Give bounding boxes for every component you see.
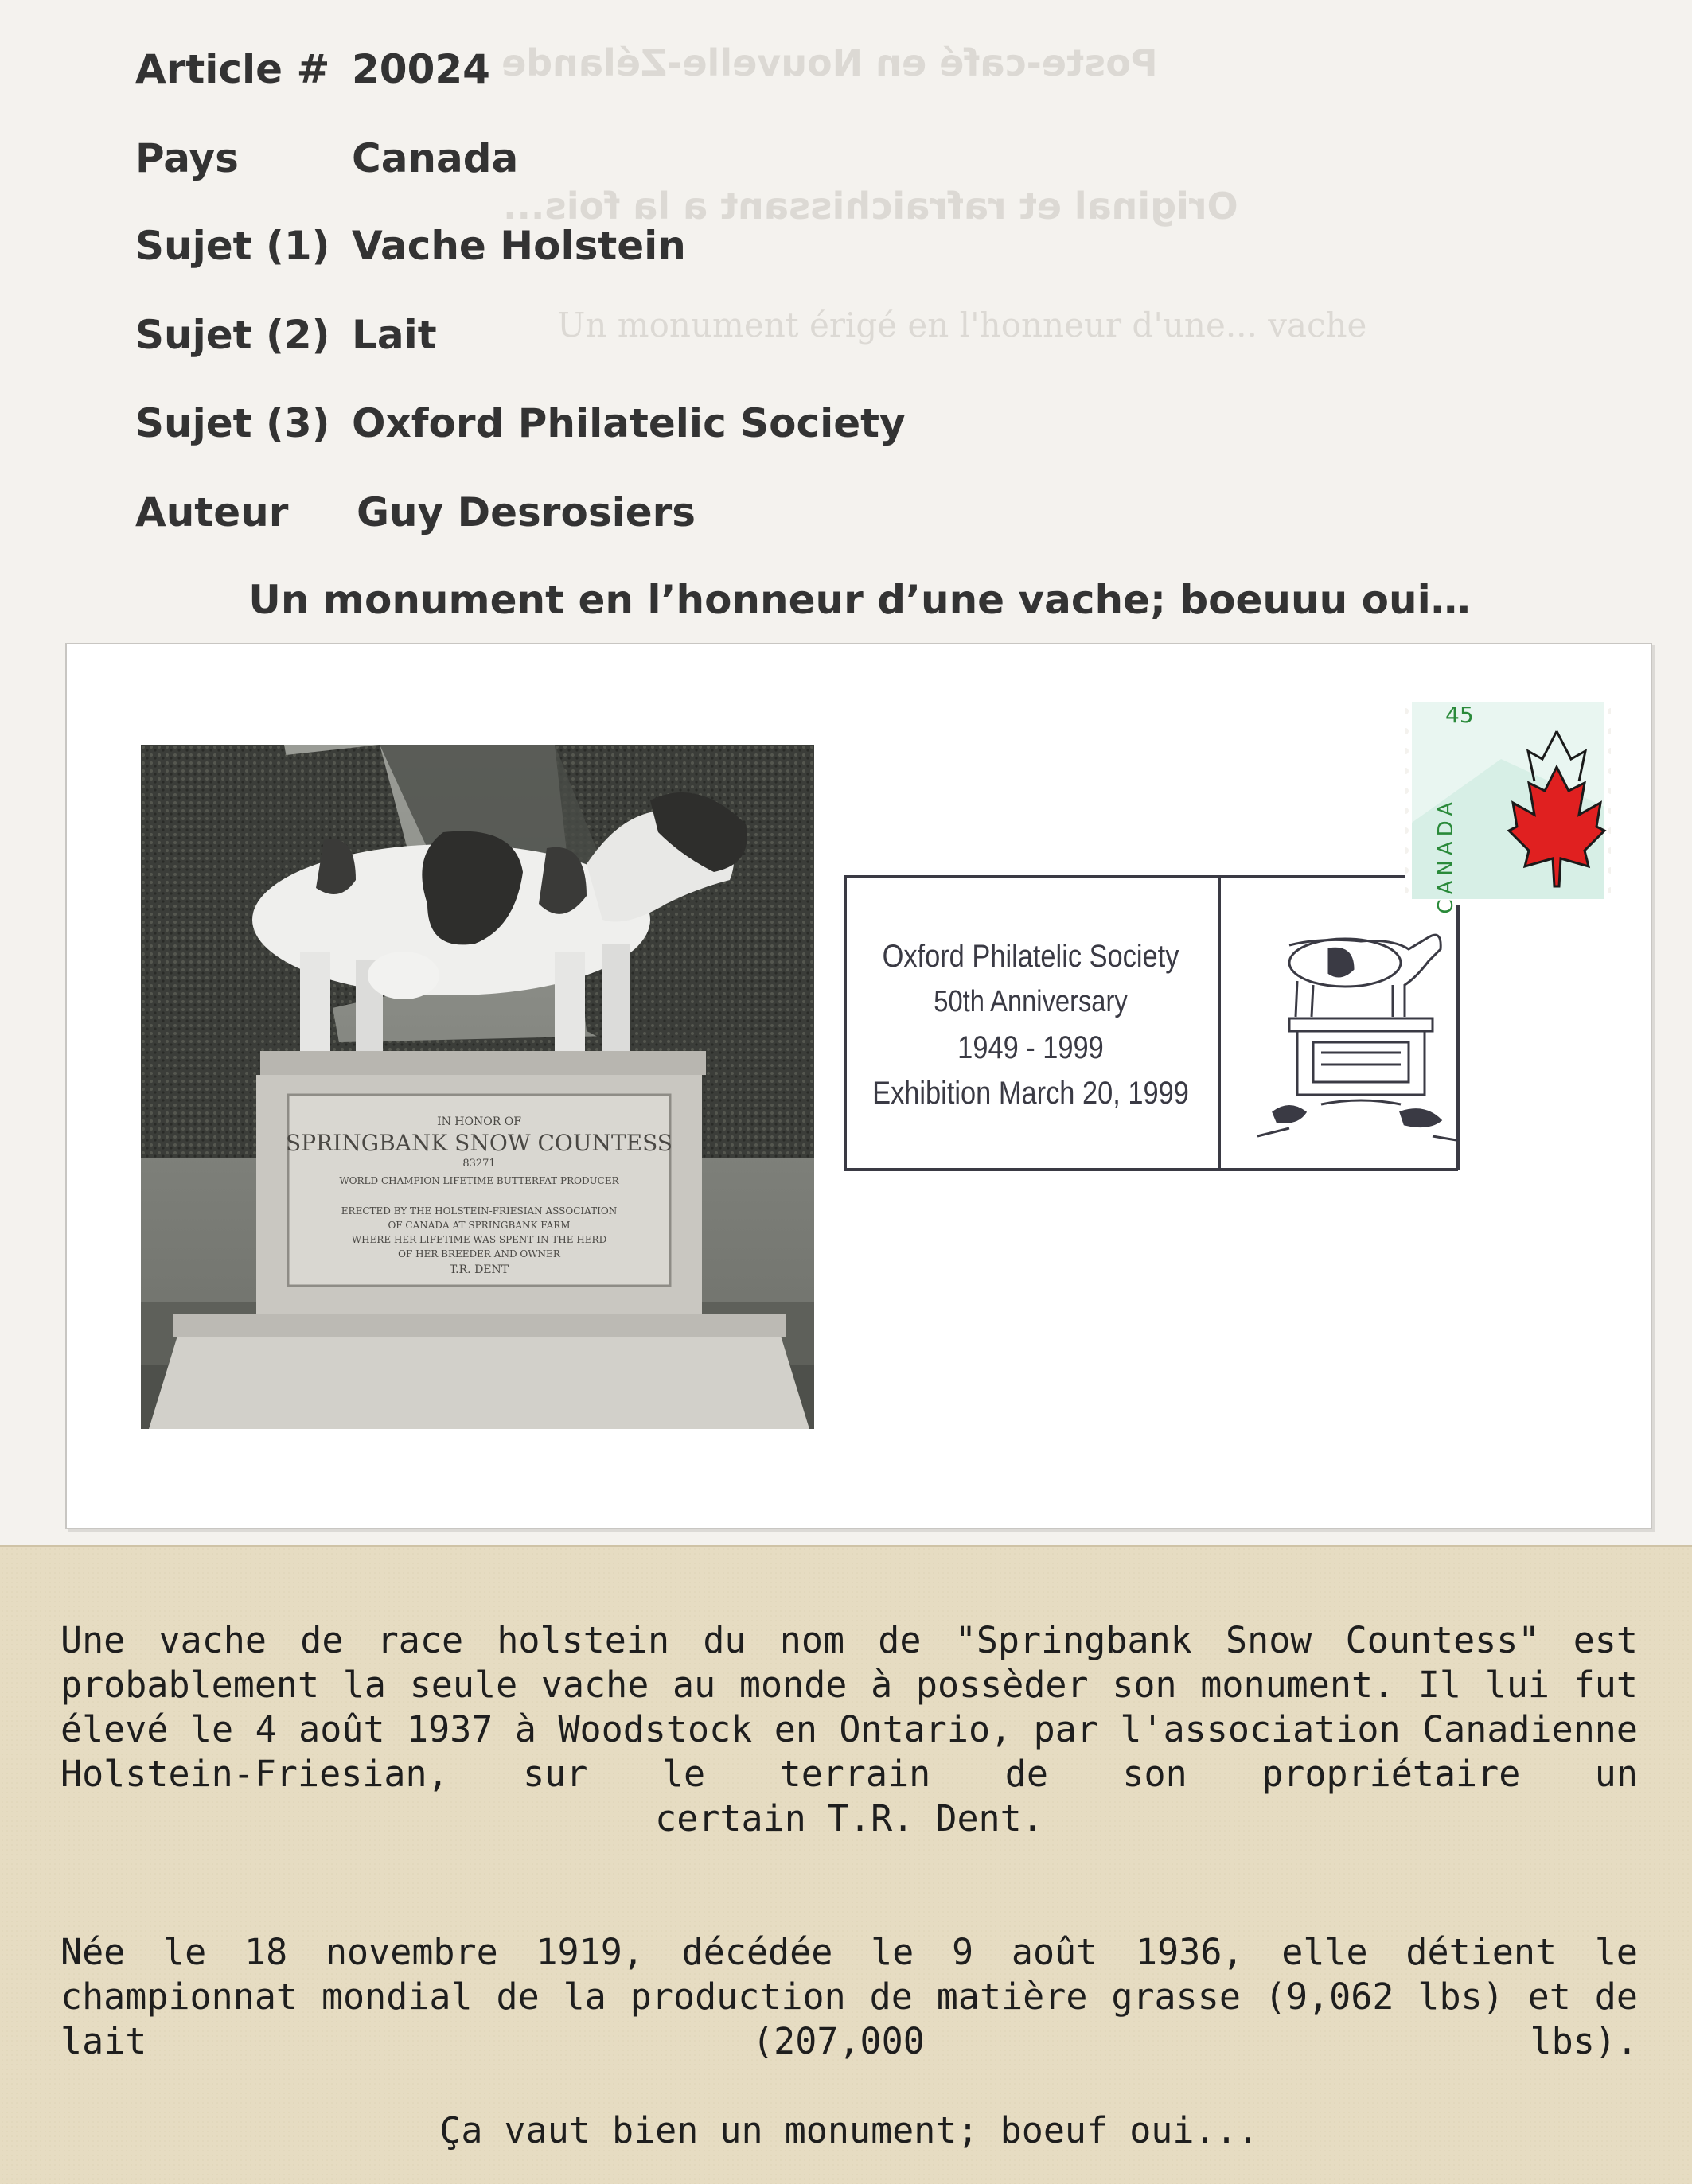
plaque-line7: WHERE HER LIFETIME WAS SPENT IN THE HERD xyxy=(351,1234,607,1245)
paragraph-1-body: Une vache de race holstein du nom de "Springbank Snow Countess" est probablement la seule vache au monde à possèder son monument. Il lui fut élevé le 4 août 1937 à Woodstock en Ontario, par l'association Canadienne Holstein-Friesian, sur le terrain de son propriétaire un xyxy=(60,1619,1638,1795)
field-label: Sujet (1) xyxy=(135,223,330,269)
monument-photo xyxy=(141,745,814,1429)
cancel-line1: Oxford Philatelic Society xyxy=(882,939,1179,974)
cow-monument-cancel-icon xyxy=(1257,935,1456,1140)
description-paragraph-3: Ça vaut bien un monument; boeuf oui... xyxy=(439,2109,1259,2151)
ghost-text-line2: Original et rafraichissant a la fois... xyxy=(503,185,1238,228)
paragraph-1-last-line: certain T.R. Dent. xyxy=(655,1797,1043,1839)
plaque-line5: ERECTED BY THE HOLSTEIN-FRIESIAN ASSOCIATION xyxy=(341,1205,618,1217)
stamp-denomination: 45 xyxy=(1445,702,1474,728)
field-value: Lait xyxy=(352,312,437,358)
plaque-line8: OF HER BREEDER AND OWNER xyxy=(398,1248,560,1259)
description-paragraph-1 xyxy=(60,1618,1638,1841)
tagline: Un monument en l’honneur d’une vache; boeuuu oui… xyxy=(248,577,1471,623)
cancel-line2: 50th Anniversary xyxy=(934,985,1128,1018)
field-value: Guy Desrosiers xyxy=(357,489,696,535)
plaque-line3: 83271 xyxy=(462,1158,496,1170)
ghost-text-line1: Poste-café en Nouvelle-Zélande xyxy=(501,41,1158,84)
plaque-line4: WORLD CHAMPION LIFETIME BUTTERFAT PRODUCER xyxy=(339,1175,619,1186)
plaque-line1: IN HONOR OF xyxy=(437,1115,521,1128)
field-label: Article # xyxy=(135,46,330,92)
field-value: Canada xyxy=(352,135,519,181)
envelope-cover xyxy=(65,643,1652,1529)
plaque-line9: T.R. DENT xyxy=(449,1263,509,1276)
cancel-line3: 1949 - 1999 xyxy=(957,1030,1104,1065)
pictorial-cancellation xyxy=(844,874,1463,1174)
stamp-country: CANADA xyxy=(1434,797,1458,914)
description-paragraph-2: Née le 18 novembre 1919, décédée le 9 août 1936, elle détient le championnat mondial de la production de matière grasse (9,062 lbs) et de lait (207,000 lbs). xyxy=(60,1931,1638,2062)
field-value: Vache Holstein xyxy=(352,223,686,269)
field-label: Sujet (2) xyxy=(135,312,330,358)
cancel-line4: Exhibition March 20, 1999 xyxy=(872,1076,1189,1111)
field-label: Sujet (3) xyxy=(135,400,330,446)
description-panel xyxy=(0,1545,1692,2184)
plaque-line6: OF CANADA AT SPRINGBANK FARM xyxy=(388,1220,571,1231)
field-label: Auteur xyxy=(135,489,289,535)
ghost-text-line3: Un monument érigé en l'honneur d'une... vache xyxy=(557,306,1367,345)
plaque-line2: SPRINGBANK SNOW COUNTESS xyxy=(286,1130,673,1156)
field-value: Oxford Philatelic Society xyxy=(352,400,906,446)
field-value: 20024 xyxy=(352,46,490,92)
field-label: Pays xyxy=(135,135,239,181)
